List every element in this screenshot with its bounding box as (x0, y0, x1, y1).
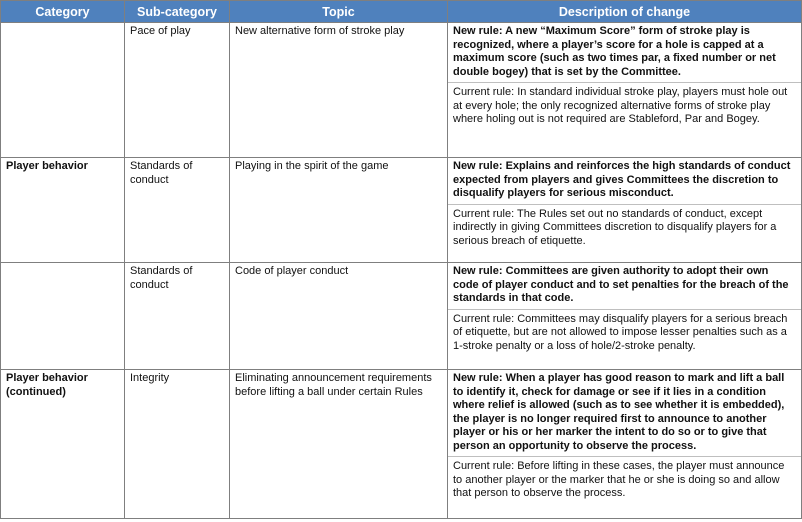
new-rule-text: New rule: When a player has good reason to mark and lift a ball to identify it, check for damage or see if it lies in a condition where relief is allowed (such as to see whether it is embedded), the player is no longer required first to announce to another player or his or her marker the intent to do so or to give that person an opportunity to observe the process. (453, 372, 785, 452)
topic-cell: Playing in the spirit of the game (230, 158, 448, 263)
description-cell (448, 263, 802, 370)
current-rule-text: Current rule: Before lifting in these cases, the player must announce to another player or the marker that he or she is doing so and allow that person to observe the process. (448, 456, 801, 502)
table-row (1, 370, 802, 519)
subcategory-cell: Integrity (125, 370, 230, 519)
description-cell (448, 23, 802, 158)
topic-cell: New alternative form of stroke play (230, 23, 448, 158)
category-cell: Player behavior (1, 158, 125, 263)
topic-cell: Eliminating announcement requirements before lifting a ball under certain Rules (230, 370, 448, 519)
table-row (1, 158, 802, 263)
header-category: Category (1, 1, 125, 23)
header-topic: Topic (230, 1, 448, 23)
description-cell (448, 370, 802, 519)
current-rule-text: Current rule: Committees may disqualify players for a serious breach of etiquette, but are not allowed to impose lesser penalties such as a 1-stroke penalty or a loss of hole/2-stroke penalty. (448, 309, 801, 355)
subcategory-cell: Standards of conduct (125, 263, 230, 370)
table-row (1, 263, 802, 370)
table-row (1, 23, 802, 158)
header-row (1, 1, 802, 23)
description-cell (448, 158, 802, 263)
category-cell (1, 23, 125, 158)
header-description: Description of change (448, 1, 802, 23)
subcategory-cell: Standards of conduct (125, 158, 230, 263)
category-cell (1, 263, 125, 370)
new-rule-text: New rule: Committees are given authority to adopt their own code of player conduct and to set penalties for the breach of the standards in that code. (453, 265, 789, 304)
current-rule-text: Current rule: The Rules set out no standards of conduct, except indirectly in giving Committees discretion to disqualify players for a serious breach of etiquette. (448, 204, 801, 250)
category-cell: Player behavior (continued) (1, 370, 125, 519)
new-rule-text: New rule: A new “Maximum Score” form of stroke play is recognized, where a player’s score for a hole is capped at a maximum score (such as two times par, a fixed number or net double bogey) that is set by the Committee. (453, 25, 776, 78)
topic-cell: Code of player conduct (230, 263, 448, 370)
header-subcategory: Sub-category (125, 1, 230, 23)
subcategory-cell: Pace of play (125, 23, 230, 158)
new-rule-text: New rule: Explains and reinforces the high standards of conduct expected from players and gives Committees the discretion to disqualify players for serious misconduct. (453, 160, 791, 199)
current-rule-text: Current rule: In standard individual stroke play, players must hole out at every hole; the only recognized alternative forms of stroke play where holing out is not required are Stableford, Par and Bogey. (448, 82, 801, 128)
